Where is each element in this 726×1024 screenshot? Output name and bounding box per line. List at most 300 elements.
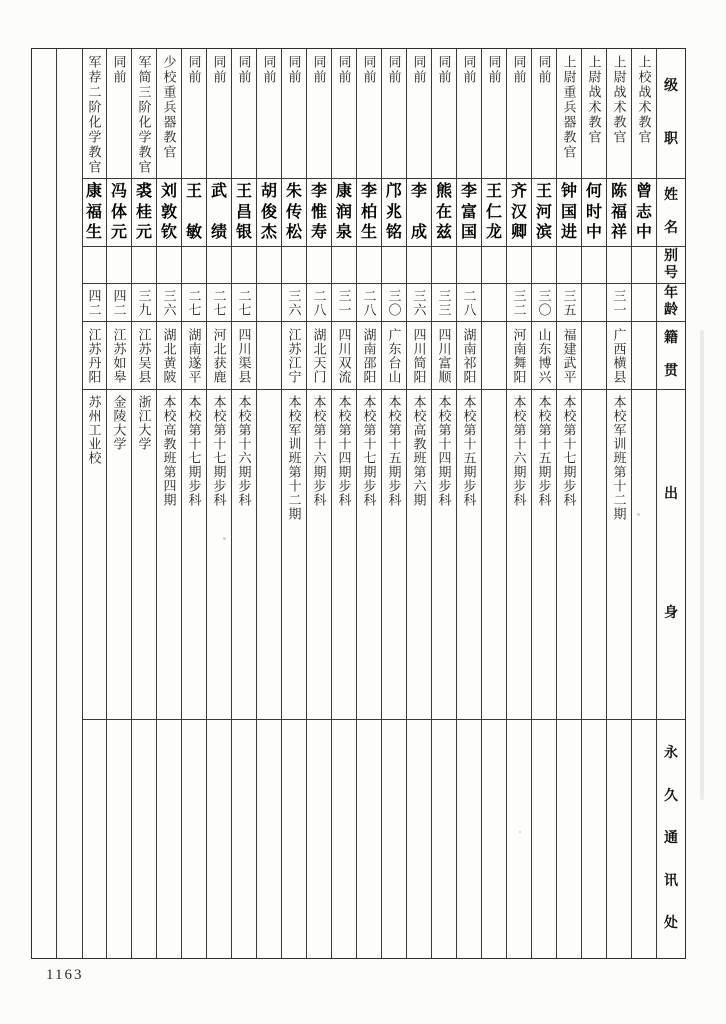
name-text [636, 179, 652, 246]
char-glyph: 寿 [310, 224, 327, 241]
char-glyph: 铭 [385, 224, 402, 241]
cell-name-p1 [607, 179, 632, 246]
char-glyph: 福 [610, 203, 627, 221]
rank-text: 同前 [186, 55, 202, 85]
char-glyph: 国 [560, 203, 577, 221]
char-glyph: 汉 [510, 203, 527, 221]
cell-origin-p5 [507, 390, 532, 719]
cell-contact-p13 [307, 720, 332, 958]
cell-age-p16 [232, 284, 257, 321]
cell-origin-p15 [257, 390, 282, 719]
cell-rank-p11 [357, 49, 382, 178]
rank-text: 同前 [436, 55, 452, 85]
header-age [657, 284, 685, 321]
char-glyph: 体 [110, 203, 127, 221]
cell-age-p9 [407, 284, 432, 321]
cell-origin-p0 [632, 390, 657, 719]
name-text [611, 179, 627, 246]
char-glyph: 富 [460, 203, 477, 221]
age-text: 三三 [436, 288, 452, 317]
char-glyph: 别 [664, 248, 678, 264]
char-glyph: 邝 [385, 183, 402, 200]
name-text [436, 179, 452, 246]
cell-name-p7 [457, 179, 482, 246]
margin-column-outer [32, 49, 57, 958]
char-glyph: 王 [235, 183, 252, 200]
age-text: 三六 [411, 288, 427, 317]
age-text: 三六 [286, 288, 302, 317]
cell-name-p15 [257, 179, 282, 246]
char-glyph: 杰 [260, 224, 277, 241]
page-number: 1163 [46, 967, 84, 983]
row-rank [82, 49, 685, 178]
header-alias [657, 247, 685, 283]
cell-origin-p17 [207, 390, 232, 719]
char-glyph: 职 [664, 132, 678, 147]
char-glyph: 武 [210, 183, 227, 200]
origin-text: 本校第十四期步科 [436, 395, 452, 507]
char-glyph: 康 [335, 183, 352, 200]
cell-contact-p7 [457, 720, 482, 958]
char-glyph: 生 [85, 224, 102, 241]
cell-name-p6 [482, 179, 507, 246]
cell-native_place-p11 [357, 322, 382, 389]
cell-rank-p15 [257, 49, 282, 178]
cell-alias-p6 [482, 247, 507, 283]
char-glyph: 龄 [664, 303, 678, 318]
char-glyph: 通 [664, 831, 678, 846]
cell-contact-p4 [532, 720, 557, 958]
age-text: 二七 [236, 288, 252, 317]
cell-rank-p4 [532, 49, 557, 178]
cell-contact-p19 [157, 720, 182, 958]
cell-alias-p20 [132, 247, 157, 283]
age-text: 三二 [511, 288, 527, 317]
char-glyph: 永 [664, 746, 678, 761]
name-text [336, 179, 352, 246]
cell-rank-p9 [407, 49, 432, 178]
char-glyph: 在 [435, 203, 452, 221]
cell-name-p19 [157, 179, 182, 246]
header-native_place [657, 322, 685, 389]
cell-native_place-p6 [482, 322, 507, 389]
char-glyph: 王 [485, 183, 502, 200]
rank-text: 军荐二阶化学教官 [86, 55, 102, 175]
cell-origin-p1 [607, 390, 632, 719]
char-glyph: 号 [664, 265, 678, 281]
rank-text: 同前 [511, 55, 527, 85]
char-glyph: 国 [460, 224, 477, 241]
rank-text: 同前 [486, 55, 502, 85]
cell-native_place-p14 [282, 322, 307, 389]
rank-text: 同前 [461, 55, 477, 85]
cell-rank-p5 [507, 49, 532, 178]
rank-text: 同前 [536, 55, 552, 85]
cell-name-p9 [407, 179, 432, 246]
char-glyph: 卿 [510, 224, 527, 241]
char-glyph: 姓 [664, 188, 678, 203]
cell-name-p17 [207, 179, 232, 246]
rank-text: 同前 [411, 55, 427, 85]
cell-alias-p22 [82, 247, 107, 283]
cell-age-p4 [532, 284, 557, 321]
name-text [461, 179, 477, 246]
cell-rank-p22 [82, 49, 107, 178]
cell-age-p0 [632, 284, 657, 321]
char-glyph: 生 [360, 224, 377, 241]
cell-rank-p3 [557, 49, 582, 178]
scan-speck-artifact [637, 513, 640, 516]
origin-text: 本校第十五期步科 [536, 395, 552, 507]
cell-alias-p3 [557, 247, 582, 283]
char-glyph: 钟 [560, 183, 577, 200]
char-glyph: 兆 [385, 203, 402, 221]
row-contact [82, 719, 685, 958]
char-glyph: 王 [535, 183, 552, 200]
name-text [211, 179, 227, 246]
native_place-text: 福建武平 [561, 327, 577, 384]
cell-name-p11 [357, 179, 382, 246]
cell-alias-p5 [507, 247, 532, 283]
cell-alias-p2 [582, 247, 607, 283]
cell-native_place-p17 [207, 322, 232, 389]
cell-alias-p4 [532, 247, 557, 283]
margin-column-inner [56, 49, 83, 958]
native_place-text: 江苏江宁 [286, 327, 302, 384]
rank-text: 同前 [386, 55, 402, 85]
cell-age-p12 [332, 284, 357, 321]
cell-contact-p20 [132, 720, 157, 958]
char-glyph: 身 [664, 606, 678, 621]
char-glyph: 敦 [160, 203, 177, 221]
rank-text: 同前 [361, 55, 377, 85]
cell-age-p3 [557, 284, 582, 321]
cell-contact-p11 [357, 720, 382, 958]
cell-name-p13 [307, 179, 332, 246]
char-glyph: 元 [110, 224, 127, 241]
char-glyph: 李 [310, 183, 327, 200]
rank-text: 上校战术教官 [636, 55, 652, 145]
cell-age-p2 [582, 284, 607, 321]
cell-native_place-p19 [157, 322, 182, 389]
cell-origin-p18 [182, 390, 207, 719]
native_place-text: 广东台山 [386, 327, 402, 384]
char-glyph: 元 [135, 224, 152, 241]
age-text: 三〇 [536, 288, 552, 317]
cell-contact-p2 [582, 720, 607, 958]
cell-name-p12 [332, 179, 357, 246]
cell-rank-p12 [332, 49, 357, 178]
cell-origin-p19 [157, 390, 182, 719]
cell-alias-p1 [607, 247, 632, 283]
char-glyph: 李 [410, 183, 427, 200]
age-text: 二七 [211, 288, 227, 317]
rank-text: 同前 [311, 55, 327, 85]
row-name [82, 178, 685, 246]
scan-speck-artifact [519, 831, 521, 833]
header-name [657, 179, 685, 246]
cell-contact-p0 [632, 720, 657, 958]
char-glyph: 松 [285, 224, 302, 241]
cell-origin-p20 [132, 390, 157, 719]
age-text: 二七 [186, 288, 202, 317]
name-text [486, 179, 502, 246]
char-glyph: 敏 [185, 224, 202, 241]
roster-grid [82, 49, 685, 958]
char-glyph: 兹 [435, 224, 452, 241]
age-text: 三〇 [386, 288, 402, 317]
header-age-label [664, 284, 678, 321]
cell-alias-p14 [282, 247, 307, 283]
cell-age-p6 [482, 284, 507, 321]
char-glyph: 裘 [135, 183, 152, 200]
native_place-text: 江苏如皋 [111, 327, 127, 384]
cell-origin-p9 [407, 390, 432, 719]
name-text [511, 179, 527, 246]
char-glyph: 刘 [160, 183, 177, 200]
cell-alias-p8 [432, 247, 457, 283]
cell-native_place-p22 [82, 322, 107, 389]
origin-text: 本校第十四期步科 [336, 395, 352, 507]
cell-contact-p9 [407, 720, 432, 958]
rank-text: 上尉战术教官 [586, 55, 602, 145]
native_place-text: 河南舞阳 [511, 327, 527, 384]
cell-contact-p3 [557, 720, 582, 958]
char-glyph: 齐 [510, 183, 527, 200]
age-text: 四二 [86, 288, 102, 317]
cell-age-p22 [82, 284, 107, 321]
cell-rank-p16 [232, 49, 257, 178]
age-text: 三一 [336, 288, 352, 317]
cell-rank-p18 [182, 49, 207, 178]
scan-speck-artifact [223, 537, 226, 540]
header-rank-label [664, 49, 678, 178]
cell-native_place-p10 [382, 322, 407, 389]
cell-native_place-p12 [332, 322, 357, 389]
cell-native_place-p0 [632, 322, 657, 389]
char-glyph: 李 [360, 183, 377, 200]
scan-streak-artifact [700, 330, 704, 800]
char-glyph: 朱 [285, 183, 302, 200]
header-origin-label [664, 390, 678, 719]
cell-name-p10 [382, 179, 407, 246]
name-text [561, 179, 577, 246]
cell-name-p20 [132, 179, 157, 246]
cell-native_place-p21 [107, 322, 132, 389]
native_place-text: 湖北黄陂 [161, 327, 177, 384]
native_place-text: 湖南遂平 [186, 327, 202, 384]
origin-text: 本校第十五期步科 [386, 395, 402, 507]
row-native_place [82, 321, 685, 389]
char-glyph: 银 [235, 224, 252, 241]
char-glyph: 王 [185, 183, 202, 200]
origin-text: 金陵大学 [111, 395, 127, 451]
char-glyph: 桂 [135, 203, 152, 221]
char-glyph: 泉 [335, 224, 352, 241]
cell-name-p16 [232, 179, 257, 246]
cell-rank-p20 [132, 49, 157, 178]
header-alias-label [664, 247, 678, 283]
cell-origin-p8 [432, 390, 457, 719]
cell-rank-p8 [432, 49, 457, 178]
rank-text: 少校重兵器教官 [161, 55, 177, 160]
char-glyph: 李 [460, 183, 477, 200]
origin-text: 本校第十七期步科 [186, 395, 202, 507]
cell-contact-p15 [257, 720, 282, 958]
native_place-text: 湖南邵阳 [361, 327, 377, 384]
cell-native_place-p15 [257, 322, 282, 389]
age-text: 二八 [311, 288, 327, 317]
cell-origin-p6 [482, 390, 507, 719]
cell-contact-p12 [332, 720, 357, 958]
age-text: 二八 [461, 288, 477, 317]
age-text: 二八 [361, 288, 377, 317]
char-glyph: 成 [410, 224, 427, 241]
cell-age-p11 [357, 284, 382, 321]
origin-text: 本校第十六期步科 [236, 395, 252, 507]
cell-age-p14 [282, 284, 307, 321]
char-glyph: 曾 [635, 183, 652, 200]
char-glyph: 滨 [535, 224, 552, 241]
header-contact-label [664, 720, 678, 958]
header-native_place-label [664, 322, 678, 389]
name-text [111, 179, 127, 246]
char-glyph: 惟 [310, 203, 327, 221]
name-text [136, 179, 152, 246]
cell-contact-p1 [607, 720, 632, 958]
age-text: 三六 [161, 288, 177, 317]
char-glyph: 陈 [610, 183, 627, 200]
cell-contact-p18 [182, 720, 207, 958]
cell-origin-p4 [532, 390, 557, 719]
char-glyph: 年 [664, 286, 678, 301]
cell-rank-p10 [382, 49, 407, 178]
cell-age-p10 [382, 284, 407, 321]
cell-contact-p10 [382, 720, 407, 958]
cell-name-p22 [82, 179, 107, 246]
cell-native_place-p7 [457, 322, 482, 389]
native_place-text: 江苏吴县 [136, 327, 152, 384]
age-text: 四二 [111, 288, 127, 317]
rank-text: 同前 [261, 55, 277, 85]
cell-name-p2 [582, 179, 607, 246]
cell-native_place-p3 [557, 322, 582, 389]
cell-alias-p21 [107, 247, 132, 283]
cell-rank-p17 [207, 49, 232, 178]
cell-rank-p13 [307, 49, 332, 178]
cell-age-p8 [432, 284, 457, 321]
cell-native_place-p2 [582, 322, 607, 389]
cell-name-p0 [632, 179, 657, 246]
char-glyph: 冯 [110, 183, 127, 200]
cell-alias-p18 [182, 247, 207, 283]
cell-name-p4 [532, 179, 557, 246]
cell-alias-p7 [457, 247, 482, 283]
origin-text: 本校第十七期步科 [211, 395, 227, 507]
age-text: 三五 [561, 288, 577, 317]
char-glyph: 河 [535, 203, 552, 221]
char-glyph: 贯 [664, 364, 678, 379]
name-text [586, 179, 602, 246]
cell-native_place-p4 [532, 322, 557, 389]
char-glyph: 志 [635, 203, 652, 221]
name-text [236, 179, 252, 246]
cell-rank-p6 [482, 49, 507, 178]
cell-contact-p6 [482, 720, 507, 958]
cell-alias-p12 [332, 247, 357, 283]
cell-origin-p14 [282, 390, 307, 719]
row-origin [82, 389, 685, 719]
char-glyph: 绩 [210, 224, 227, 241]
cell-contact-p5 [507, 720, 532, 958]
cell-origin-p11 [357, 390, 382, 719]
origin-text: 本校第十七期步科 [561, 395, 577, 507]
native_place-text: 江苏丹阳 [86, 327, 102, 384]
cell-contact-p16 [232, 720, 257, 958]
cell-name-p18 [182, 179, 207, 246]
cell-origin-p16 [232, 390, 257, 719]
cell-native_place-p8 [432, 322, 457, 389]
rank-text: 同前 [211, 55, 227, 85]
header-origin [657, 390, 685, 719]
name-text [186, 179, 202, 246]
char-glyph: 柏 [360, 203, 377, 221]
cell-name-p3 [557, 179, 582, 246]
cell-origin-p13 [307, 390, 332, 719]
roster-table [31, 48, 686, 959]
native_place-text: 广西横县 [611, 327, 627, 384]
cell-native_place-p1 [607, 322, 632, 389]
cell-native_place-p5 [507, 322, 532, 389]
cell-native_place-p18 [182, 322, 207, 389]
origin-text: 苏州工业校 [86, 395, 102, 465]
cell-alias-p0 [632, 247, 657, 283]
cell-age-p18 [182, 284, 207, 321]
name-text [261, 179, 277, 246]
cell-origin-p3 [557, 390, 582, 719]
char-glyph: 名 [664, 221, 678, 236]
char-glyph: 中 [635, 224, 652, 241]
char-glyph: 熊 [435, 183, 452, 200]
name-text [161, 179, 177, 246]
native_place-text: 湖南祁阳 [461, 327, 477, 384]
cell-alias-p9 [407, 247, 432, 283]
cell-alias-p19 [157, 247, 182, 283]
rank-text: 军简三阶化学教官 [136, 55, 152, 175]
cell-name-p5 [507, 179, 532, 246]
cell-name-p8 [432, 179, 457, 246]
cell-rank-p21 [107, 49, 132, 178]
origin-text: 本校第十五期步科 [461, 395, 477, 507]
cell-origin-p7 [457, 390, 482, 719]
cell-rank-p2 [582, 49, 607, 178]
cell-name-p14 [282, 179, 307, 246]
cell-contact-p8 [432, 720, 457, 958]
cell-origin-p2 [582, 390, 607, 719]
rank-text: 上尉战术教官 [611, 55, 627, 145]
cell-native_place-p13 [307, 322, 332, 389]
char-glyph: 籍 [664, 331, 678, 346]
cell-name-p21 [107, 179, 132, 246]
cell-alias-p11 [357, 247, 382, 283]
origin-text: 本校高教班第四期 [161, 395, 177, 507]
cell-rank-p14 [282, 49, 307, 178]
rank-text: 同前 [111, 55, 127, 85]
char-glyph: 昌 [235, 203, 252, 221]
header-name-label [664, 179, 678, 246]
origin-text: 本校军训班第十二期 [286, 395, 302, 521]
char-glyph: 时 [585, 203, 602, 221]
